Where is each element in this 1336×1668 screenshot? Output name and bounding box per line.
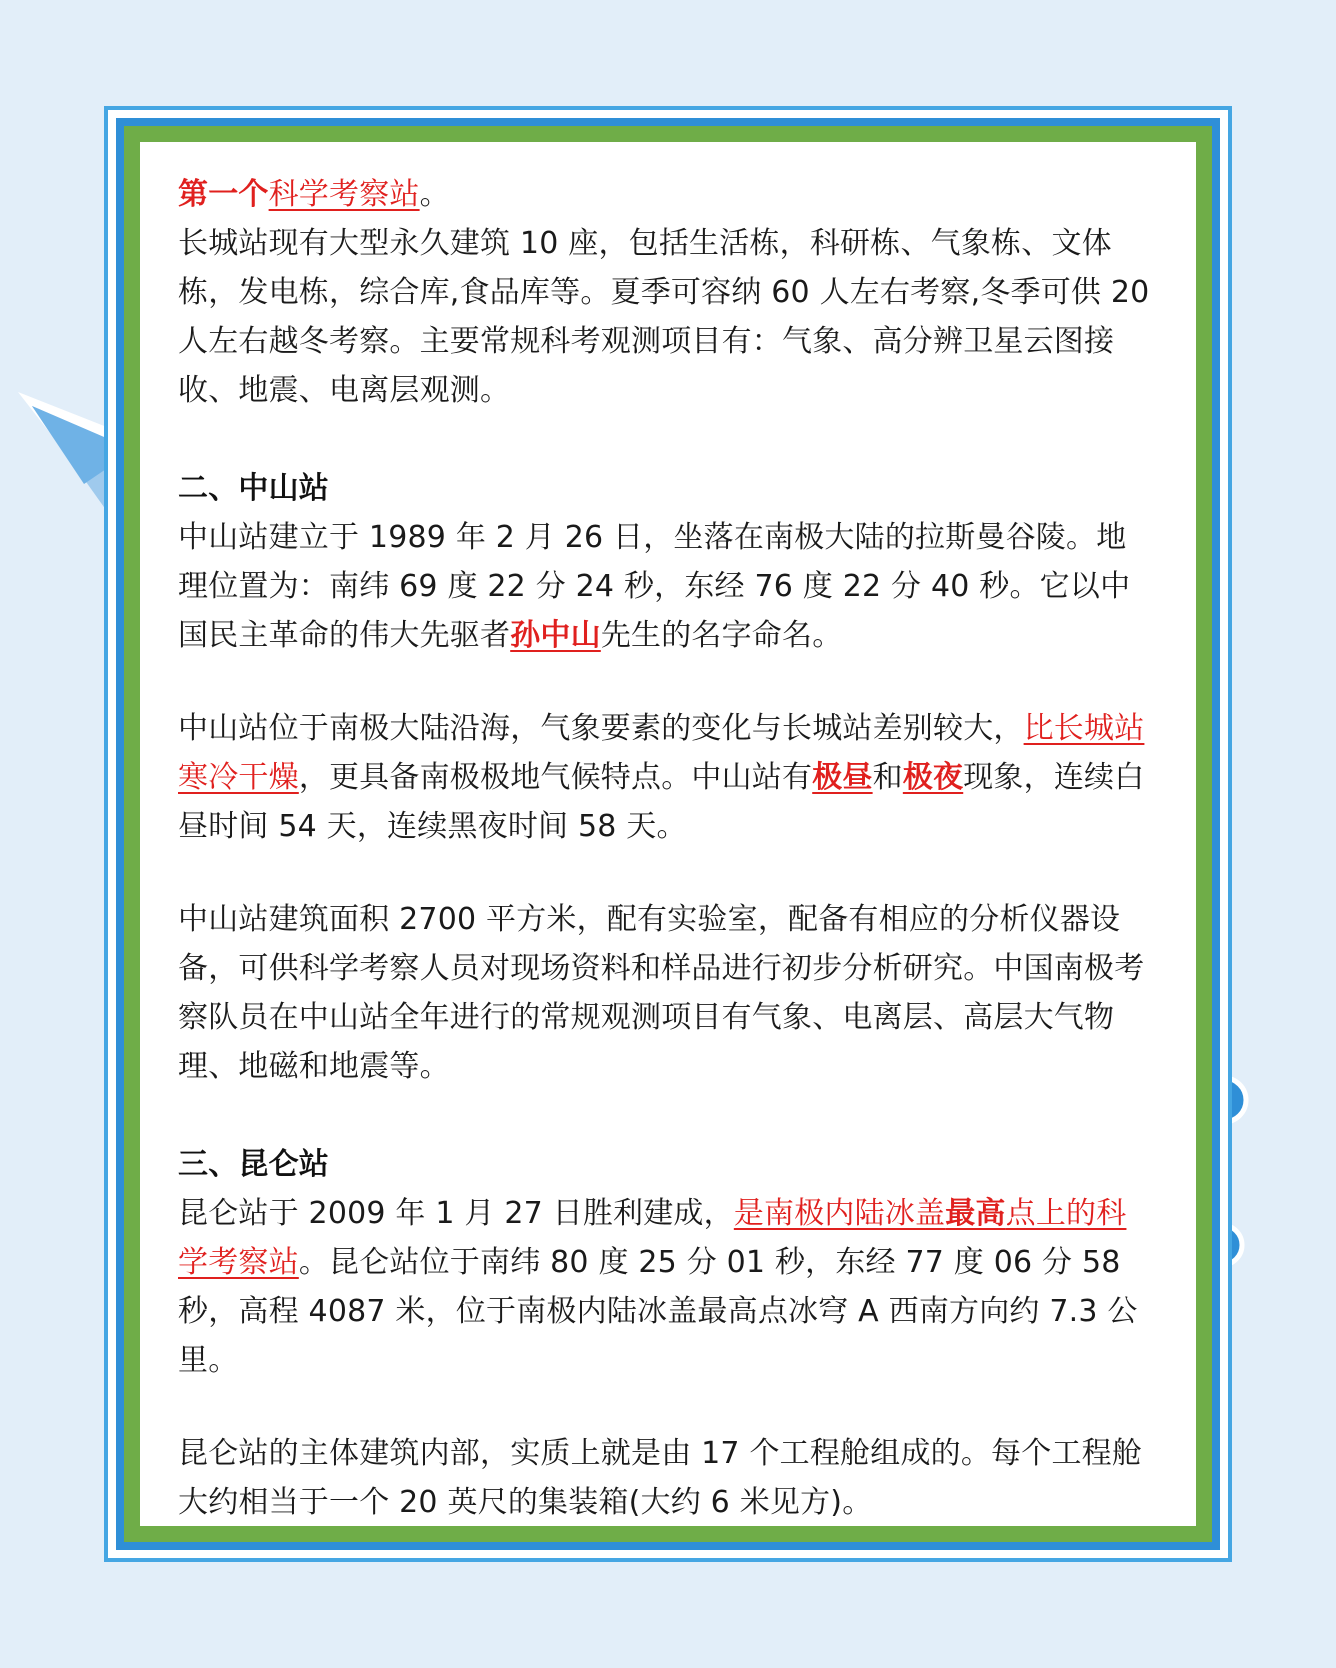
text-run: ，更具备南极极地气候特点。中山站有 [298,760,813,795]
intro-end: 。 [419,177,450,212]
highlight-phrase: 比长城站寒冷干燥 [178,711,1145,795]
highlight-phrase: 点上的科学考察站 [178,1196,1127,1280]
intro-link-text: 科学考察站 [268,177,420,212]
intro-highlight: 第一个 [178,177,269,212]
text-run: 现象，连续白昼时间 54 天，连续黑夜时间 58 天。 [178,760,1145,844]
highlight-polar-day: 极昼 [812,760,873,795]
highlight-polar-night: 极夜 [902,760,964,795]
section-heading-kunlun: 三、昆仑站 [178,1147,329,1182]
kunlun-paragraph-2: 昆仑站的主体建筑内部，实质上就是由 17 个工程舱组成的。每个工程舱大约相当于一个 20 英尺的集装箱(大约 6 米见方)。 [178,1436,1143,1520]
greatwall-paragraph: 长城站现有大型永久建筑 10 座，包括生活栋，科研栋、气象栋、文体栋，发电栋，综合库,食品库等。夏季可容纳 60 人左右考察,冬季可供 20 人左右越冬考察。主要常规科考观测项目有：气象、高分辨卫星云图接收、地震、电离层观测。 [178,226,1150,408]
text-run: 。昆仑站位于南纬 80 度 25 分 01 秒，东经 77 度 06 分 58 秒，高程 4087 米，位于南极内陆冰盖最高点冰穹 A 西南方向约 7.3 公里。 [178,1245,1138,1378]
highlight-name: 孙中山 [510,618,601,653]
zhongshan-paragraph-1 [178,513,1156,660]
highlight-bold: 最高 [945,1196,1006,1231]
zhongshan-paragraph-3: 中山站建筑面积 2700 平方米，配有实验室，配备有相应的分析仪器设备，可供科学考察人员对现场资料和样品进行初步分析研究。中国南极考察队员在中山站全年进行的常规观测项目有气象、电离层、高层大气物理、地磁和地震等。 [178,902,1145,1084]
zhongshan-paragraph-2 [178,704,1156,851]
section-heading-zhongshan: 二、中山站 [178,471,329,506]
text-run: 中山站位于南极大陆沿海，气象要素的变化与长城站差别较大， [178,711,1024,746]
text-run: 中山站建立于 1989 年 2 月 26 日，坐落在南极大陆的拉斯曼谷陵。地理位置为：南纬 69 度 22 分 24 秒，东经 76 度 22 分 40 秒。它以中国民主革命的伟大先驱者 [178,520,1131,653]
intro-line [178,170,1156,219]
kunlun-paragraph-1 [178,1189,1156,1385]
article-content [178,170,1156,1527]
text-run: 和 [872,760,903,795]
highlight-phrase: 是南极内陆冰盖 [733,1196,946,1231]
text-run: 先生的名字命名。 [600,618,843,653]
text-run: 昆仑站于 2009 年 1 月 27 日胜利建成， [178,1196,734,1231]
